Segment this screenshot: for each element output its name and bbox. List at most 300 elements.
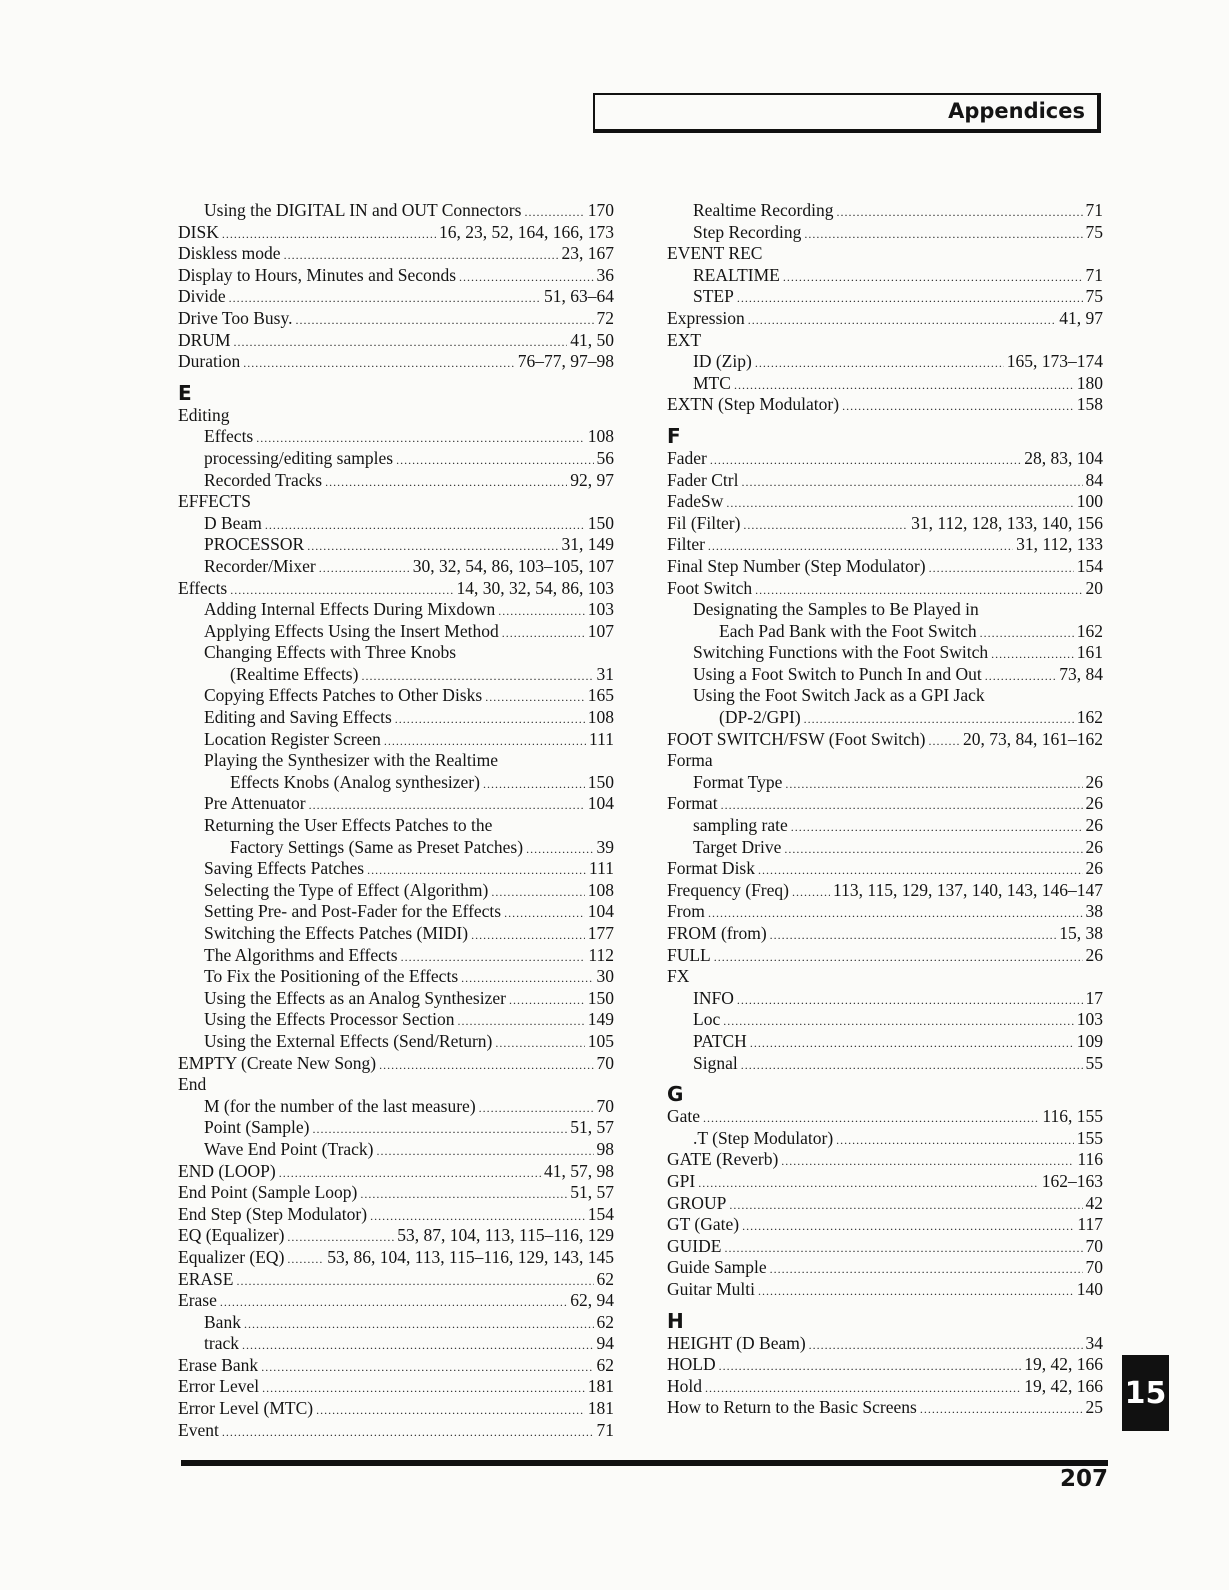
dot-leader bbox=[236, 1271, 593, 1293]
index-entry bbox=[178, 1398, 614, 1420]
dot-leader bbox=[783, 267, 1083, 289]
index-pages: 154 bbox=[587, 1203, 614, 1224]
index-term: Setting Pre- and Post-Fader for the Effects bbox=[204, 901, 502, 922]
index-entry bbox=[667, 837, 1103, 859]
index-term: Effects bbox=[178, 577, 228, 598]
dot-leader bbox=[242, 1335, 594, 1357]
dot-leader bbox=[287, 1249, 324, 1271]
index-term: End bbox=[178, 1074, 207, 1095]
index-entry bbox=[178, 222, 614, 244]
index-pages: 161 bbox=[1076, 642, 1103, 663]
index-term: Using the Effects as an Analog Synthesizer bbox=[204, 987, 506, 1008]
index-pages: 15, 38 bbox=[1059, 923, 1103, 943]
dot-leader bbox=[836, 1130, 1074, 1152]
index-term: Using the Effects Processor Section bbox=[204, 1009, 455, 1030]
index-entry bbox=[667, 1171, 1103, 1193]
index-pages: 26 bbox=[1085, 944, 1103, 965]
index-entry bbox=[667, 1397, 1103, 1419]
dot-leader bbox=[708, 536, 1013, 558]
dot-leader bbox=[980, 623, 1074, 645]
index-entry bbox=[178, 750, 614, 772]
dot-leader bbox=[985, 666, 1057, 688]
index-term: From bbox=[667, 901, 705, 922]
index-entry bbox=[178, 578, 614, 600]
index-entry bbox=[667, 308, 1103, 330]
index-entry bbox=[178, 470, 614, 492]
index-term: Effects Knobs (Analog synthesizer) bbox=[230, 771, 480, 792]
index-entry bbox=[178, 1355, 614, 1377]
index-term: Copying Effects Patches to Other Disks bbox=[204, 685, 483, 706]
index-pages: 53, 86, 104, 113, 115–116, 129, 143, 145 bbox=[327, 1246, 614, 1267]
index-term: HOLD bbox=[667, 1354, 716, 1375]
dot-leader bbox=[737, 990, 1083, 1012]
index-pages: 26 bbox=[1085, 836, 1103, 857]
dot-leader bbox=[265, 515, 585, 537]
dot-leader bbox=[770, 925, 1057, 947]
dot-leader bbox=[234, 332, 568, 354]
index-pages: 140 bbox=[1076, 1278, 1103, 1299]
index-entry bbox=[667, 1193, 1103, 1215]
index-column-left bbox=[178, 200, 614, 1441]
index-pages: 177 bbox=[587, 923, 614, 943]
index-entry bbox=[667, 1236, 1103, 1258]
index-entry bbox=[667, 394, 1103, 416]
index-pages: 111 bbox=[589, 858, 614, 879]
index-term: Fader bbox=[667, 447, 707, 468]
index-pages: 14, 30, 32, 54, 86, 103 bbox=[456, 577, 614, 598]
index-entry bbox=[667, 351, 1103, 373]
index-entry bbox=[178, 1139, 614, 1161]
index-pages: 41, 50 bbox=[570, 329, 614, 350]
index-pages: 73, 84 bbox=[1059, 663, 1103, 684]
index-entry bbox=[667, 200, 1103, 222]
index-pages: 75 bbox=[1085, 286, 1103, 307]
index-term: Using a Foot Switch to Punch In and Out bbox=[693, 663, 982, 684]
index-pages: 17 bbox=[1085, 987, 1103, 1008]
index-pages: 36 bbox=[596, 264, 614, 285]
dot-leader bbox=[261, 1357, 593, 1379]
index-term: Foot Switch bbox=[667, 577, 753, 598]
dot-leader bbox=[928, 731, 960, 753]
index-entry bbox=[667, 815, 1103, 837]
index-entry bbox=[178, 988, 614, 1010]
index-entry bbox=[178, 837, 614, 859]
dot-leader bbox=[792, 882, 830, 904]
index-term: track bbox=[204, 1333, 239, 1354]
dot-leader bbox=[809, 1335, 1083, 1357]
index-section-letter: G bbox=[667, 1082, 684, 1107]
index-pages: 51, 57 bbox=[570, 1117, 614, 1138]
index-entry bbox=[178, 1161, 614, 1183]
index-entry bbox=[667, 1053, 1103, 1075]
index-term: Changing Effects with Three Knobs bbox=[204, 642, 457, 663]
dot-leader bbox=[479, 1098, 594, 1120]
index-pages: 109 bbox=[1076, 1030, 1103, 1051]
dot-leader bbox=[309, 795, 585, 817]
dot-leader bbox=[526, 839, 593, 861]
index-term: GATE (Reverb) bbox=[667, 1149, 779, 1170]
index-term: GUIDE bbox=[667, 1235, 722, 1256]
index-entry bbox=[667, 1279, 1103, 1301]
index-entry bbox=[178, 1225, 614, 1247]
dot-leader bbox=[222, 224, 436, 246]
index-term: Duration bbox=[178, 351, 241, 372]
index-entry bbox=[178, 966, 614, 988]
index-pages: 31, 112, 128, 133, 140, 156 bbox=[911, 512, 1103, 533]
index-entry bbox=[178, 556, 614, 578]
dot-leader bbox=[360, 1184, 567, 1206]
index-entry bbox=[667, 222, 1103, 244]
dot-leader bbox=[714, 947, 1083, 969]
index-entry bbox=[178, 707, 614, 729]
dot-leader bbox=[367, 860, 586, 882]
footer-rule bbox=[181, 1460, 1108, 1466]
index-entry bbox=[178, 815, 614, 837]
dot-leader bbox=[509, 990, 585, 1012]
index-term: Wave End Point (Track) bbox=[204, 1138, 374, 1159]
dot-leader bbox=[502, 623, 585, 645]
index-entry bbox=[178, 265, 614, 287]
index-pages: 19, 42, 166 bbox=[1024, 1354, 1103, 1375]
index-term: (DP-2/GPI) bbox=[719, 707, 801, 728]
index-term: STEP bbox=[693, 286, 734, 307]
index-pages: 16, 23, 52, 164, 166, 173 bbox=[439, 221, 614, 242]
section-title: Appendices bbox=[948, 99, 1085, 123]
index-term: HEIGHT (D Beam) bbox=[667, 1332, 806, 1353]
index-term: Using the DIGITAL IN and OUT Connectors bbox=[204, 200, 522, 220]
index-term: FROM (from) bbox=[667, 923, 767, 943]
index-pages: 112 bbox=[588, 944, 614, 965]
index-term: END (LOOP) bbox=[178, 1160, 276, 1181]
index-term: Expression bbox=[667, 307, 745, 328]
dot-leader bbox=[784, 839, 1082, 861]
index-term: Selecting the Type of Effect (Algorithm) bbox=[204, 879, 489, 900]
index-pages: 62, 94 bbox=[570, 1290, 614, 1311]
index-pages: 158 bbox=[1076, 394, 1103, 415]
dot-leader bbox=[723, 1011, 1074, 1033]
index-term: The Algorithms and Effects bbox=[204, 944, 398, 965]
index-pages: 71 bbox=[1085, 264, 1103, 285]
index-pages: 98 bbox=[596, 1138, 614, 1159]
dot-leader bbox=[742, 1216, 1074, 1238]
index-entry bbox=[178, 1269, 614, 1291]
index-entry bbox=[178, 1117, 614, 1139]
index-pages: 70 bbox=[596, 1095, 614, 1116]
index-entry bbox=[178, 729, 614, 751]
index-entry bbox=[178, 858, 614, 880]
dot-leader bbox=[748, 310, 1056, 332]
index-entry bbox=[178, 880, 614, 902]
index-term: Designating the Samples to Be Played in bbox=[693, 599, 979, 620]
index-entry bbox=[178, 642, 614, 664]
index-term: Diskless mode bbox=[178, 243, 281, 264]
index-term: Divide bbox=[178, 286, 226, 307]
index-entry bbox=[667, 793, 1103, 815]
index-pages: 116, 155 bbox=[1042, 1106, 1103, 1127]
index-pages: 31, 112, 133 bbox=[1016, 534, 1103, 555]
dot-leader bbox=[222, 1422, 594, 1444]
dot-leader bbox=[230, 580, 453, 602]
index-pages: 26 bbox=[1085, 793, 1103, 814]
index-entry bbox=[667, 1128, 1103, 1150]
index-entry bbox=[178, 1376, 614, 1398]
index-entry bbox=[667, 286, 1103, 308]
index-pages: 181 bbox=[587, 1376, 614, 1397]
dot-leader bbox=[758, 860, 1083, 882]
index-pages: 111 bbox=[589, 728, 614, 749]
dot-leader bbox=[256, 428, 585, 450]
index-term: Final Step Number (Step Modulator) bbox=[667, 555, 926, 576]
index-term: Target Drive bbox=[693, 836, 782, 857]
index-entry bbox=[667, 923, 1103, 945]
index-pages: 34 bbox=[1085, 1332, 1103, 1353]
index-term: INFO bbox=[693, 987, 734, 1008]
index-term: Applying Effects Using the Insert Method bbox=[204, 620, 499, 641]
index-pages: 94 bbox=[596, 1333, 614, 1354]
index-term: Saving Effects Patches bbox=[204, 858, 365, 879]
index-entry bbox=[178, 330, 614, 352]
dot-leader bbox=[295, 310, 593, 332]
index-entry bbox=[178, 513, 614, 535]
index-term: EXT bbox=[667, 329, 702, 350]
index-entry bbox=[667, 901, 1103, 923]
index-term: .T (Step Modulator) bbox=[693, 1127, 834, 1148]
index-entry bbox=[667, 772, 1103, 794]
index-pages: 70 bbox=[1085, 1235, 1103, 1256]
index-entry bbox=[667, 858, 1103, 880]
index-pages: 165, 173–174 bbox=[1006, 351, 1103, 372]
dot-leader bbox=[741, 1055, 1083, 1077]
index-term: Realtime Recording bbox=[693, 200, 834, 220]
index-pages: 51, 63–64 bbox=[544, 286, 614, 307]
index-pages: 30, 32, 54, 86, 103–105, 107 bbox=[412, 555, 614, 576]
dot-leader bbox=[726, 493, 1073, 515]
dot-leader bbox=[457, 1011, 584, 1033]
index-term: End Point (Sample Loop) bbox=[178, 1182, 358, 1203]
dot-leader bbox=[842, 396, 1074, 418]
dot-leader bbox=[929, 558, 1074, 580]
index-pages: 108 bbox=[587, 879, 614, 900]
index-section-letter: F bbox=[667, 423, 681, 448]
dot-leader bbox=[370, 1206, 585, 1228]
index-term: Format Disk bbox=[667, 858, 755, 879]
dot-leader bbox=[220, 1292, 567, 1314]
index-entry bbox=[667, 1354, 1103, 1376]
dot-leader bbox=[396, 450, 593, 472]
index-term: Point (Sample) bbox=[204, 1117, 310, 1138]
dot-leader bbox=[721, 795, 1083, 817]
chapter-tab: 15 bbox=[1122, 1355, 1169, 1431]
index-term: Switching the Effects Patches (MIDI) bbox=[204, 923, 469, 943]
index-term: Bank bbox=[204, 1311, 241, 1332]
dot-leader bbox=[319, 558, 410, 580]
index-pages: 72 bbox=[596, 307, 614, 328]
index-entry bbox=[667, 470, 1103, 492]
index-term: Playing the Synthesizer with the Realtime bbox=[204, 750, 499, 771]
index-entry bbox=[667, 880, 1103, 902]
index-entry bbox=[178, 243, 614, 265]
index-term: Each Pad Bank with the Foot Switch bbox=[719, 620, 977, 641]
index-term: Gate bbox=[667, 1106, 701, 1127]
index-entry bbox=[178, 664, 614, 686]
dot-leader bbox=[698, 1173, 1039, 1195]
index-entry bbox=[178, 901, 614, 923]
index-section-letter: E bbox=[178, 380, 192, 405]
index-term: Location Register Screen bbox=[204, 728, 381, 749]
index-term: Adding Internal Effects During Mixdown bbox=[204, 599, 496, 620]
index-term: Erase Bank bbox=[178, 1354, 259, 1375]
index-term: EFFECTS bbox=[178, 491, 251, 512]
index-pages: 41, 97 bbox=[1059, 307, 1103, 328]
index-term: Error Level (MTC) bbox=[178, 1398, 314, 1419]
index-entry bbox=[667, 1214, 1103, 1236]
index-term: GROUP bbox=[667, 1192, 727, 1213]
index-entry bbox=[178, 1009, 614, 1031]
index-entry bbox=[667, 1333, 1103, 1355]
dot-leader bbox=[770, 1259, 1083, 1281]
index-pages: 39 bbox=[596, 836, 614, 857]
index-term: Equalizer (EQ) bbox=[178, 1246, 285, 1267]
index-entry bbox=[178, 1204, 614, 1226]
index-pages: 19, 42, 166 bbox=[1024, 1375, 1103, 1396]
index-pages: 62 bbox=[596, 1268, 614, 1289]
index-pages: 62 bbox=[596, 1311, 614, 1332]
index-term: Guitar Multi bbox=[667, 1278, 755, 1299]
index-pages: 53, 87, 104, 113, 115–116, 129 bbox=[397, 1225, 614, 1246]
dot-leader bbox=[804, 224, 1082, 246]
index-term: Returning the User Effects Patches to the bbox=[204, 815, 493, 836]
dot-leader bbox=[284, 245, 559, 267]
index-entry bbox=[667, 448, 1103, 470]
index-pages: 162 bbox=[1076, 620, 1103, 641]
index-term: Guide Sample bbox=[667, 1257, 767, 1278]
index-term: Recorded Tracks bbox=[204, 469, 323, 490]
index-entry bbox=[667, 1257, 1103, 1279]
index-entry bbox=[178, 621, 614, 643]
index-pages: 117 bbox=[1077, 1214, 1103, 1235]
index-term: End Step (Step Modulator) bbox=[178, 1203, 368, 1224]
index-term: Editing and Saving Effects bbox=[204, 707, 392, 728]
index-entry bbox=[178, 200, 614, 222]
index-entry bbox=[667, 621, 1103, 643]
index-pages: 26 bbox=[1085, 858, 1103, 879]
index-entry bbox=[178, 491, 614, 513]
index-entry bbox=[667, 265, 1103, 287]
index-entry bbox=[178, 1074, 614, 1096]
index-pages: 92, 97 bbox=[570, 469, 614, 490]
index-entry bbox=[667, 243, 1103, 265]
dot-leader bbox=[312, 1119, 567, 1141]
index-entry bbox=[178, 1031, 614, 1053]
dot-leader bbox=[804, 709, 1074, 731]
index-term: Step Recording bbox=[693, 221, 802, 242]
index-entry bbox=[178, 308, 614, 330]
index-entry bbox=[178, 1420, 614, 1442]
index-entry bbox=[178, 426, 614, 448]
dot-leader bbox=[724, 1238, 1082, 1260]
index-entry bbox=[667, 664, 1103, 686]
index-entry bbox=[667, 556, 1103, 578]
dot-leader bbox=[836, 202, 1082, 224]
index-pages: 154 bbox=[1076, 555, 1103, 576]
dot-leader bbox=[483, 774, 585, 796]
dot-leader bbox=[395, 709, 585, 731]
index-entry bbox=[667, 491, 1103, 513]
dot-leader bbox=[307, 536, 558, 558]
index-pages: 26 bbox=[1085, 771, 1103, 792]
dot-leader bbox=[491, 882, 584, 904]
dot-leader bbox=[708, 903, 1083, 925]
index-term: Pre Attenuator bbox=[204, 793, 306, 814]
index-pages: 51, 57 bbox=[570, 1182, 614, 1203]
index-entry bbox=[178, 685, 614, 707]
index-pages: 70 bbox=[596, 1052, 614, 1073]
dot-leader bbox=[379, 1055, 593, 1077]
index-entry bbox=[178, 534, 614, 556]
index-term: Erase bbox=[178, 1290, 217, 1311]
index-term: Event bbox=[178, 1419, 219, 1440]
index-term: GPI bbox=[667, 1170, 696, 1191]
index-pages: 105 bbox=[587, 1030, 614, 1051]
index-term: PATCH bbox=[693, 1030, 747, 1051]
index-entry bbox=[667, 685, 1103, 707]
index-entry bbox=[667, 1009, 1103, 1031]
index-term: Frequency (Freq) bbox=[667, 879, 789, 900]
index-pages: 149 bbox=[587, 1009, 614, 1030]
index-entry bbox=[667, 578, 1103, 600]
dot-leader bbox=[755, 353, 1004, 375]
dot-leader bbox=[377, 1141, 594, 1163]
index-entry bbox=[667, 945, 1103, 967]
dot-leader bbox=[758, 1281, 1074, 1303]
dot-leader bbox=[741, 472, 1082, 494]
index-pages: 100 bbox=[1076, 491, 1103, 512]
index-term: EQ (Equalizer) bbox=[178, 1225, 285, 1246]
index-term: D Beam bbox=[204, 512, 262, 533]
index-entry bbox=[667, 966, 1103, 988]
index-pages: 25 bbox=[1085, 1397, 1103, 1418]
index-pages: 26 bbox=[1085, 815, 1103, 836]
index-pages: 116 bbox=[1077, 1149, 1103, 1170]
index-entry bbox=[667, 750, 1103, 772]
section-header-box bbox=[593, 93, 1101, 133]
index-pages: 38 bbox=[1085, 901, 1103, 922]
index-entry bbox=[178, 1333, 614, 1355]
index-term: Factory Settings (Same as Preset Patches) bbox=[230, 836, 524, 857]
dot-leader bbox=[705, 1378, 1021, 1400]
dot-leader bbox=[229, 288, 541, 310]
index-term: PROCESSOR bbox=[204, 534, 305, 555]
index-pages: 71 bbox=[596, 1419, 614, 1440]
index-pages: 55 bbox=[1085, 1052, 1103, 1073]
index-pages: 31 bbox=[596, 663, 614, 684]
dot-leader bbox=[785, 774, 1082, 796]
index-pages: 108 bbox=[587, 426, 614, 447]
index-term: Using the External Effects (Send/Return) bbox=[204, 1030, 493, 1051]
index-pages: 181 bbox=[587, 1398, 614, 1419]
index-term: FULL bbox=[667, 944, 711, 965]
index-entry bbox=[178, 1182, 614, 1204]
index-pages: 41, 57, 98 bbox=[544, 1160, 614, 1181]
index-pages: 104 bbox=[587, 793, 614, 814]
dot-leader bbox=[734, 375, 1074, 397]
index-pages: 104 bbox=[587, 901, 614, 922]
index-term: Using the Foot Switch Jack as a GPI Jack bbox=[693, 685, 985, 706]
index-pages: 113, 115, 129, 137, 140, 143, 146–147 bbox=[833, 879, 1103, 900]
index-pages: 30 bbox=[596, 966, 614, 987]
index-entry bbox=[178, 945, 614, 967]
index-entry bbox=[178, 1290, 614, 1312]
